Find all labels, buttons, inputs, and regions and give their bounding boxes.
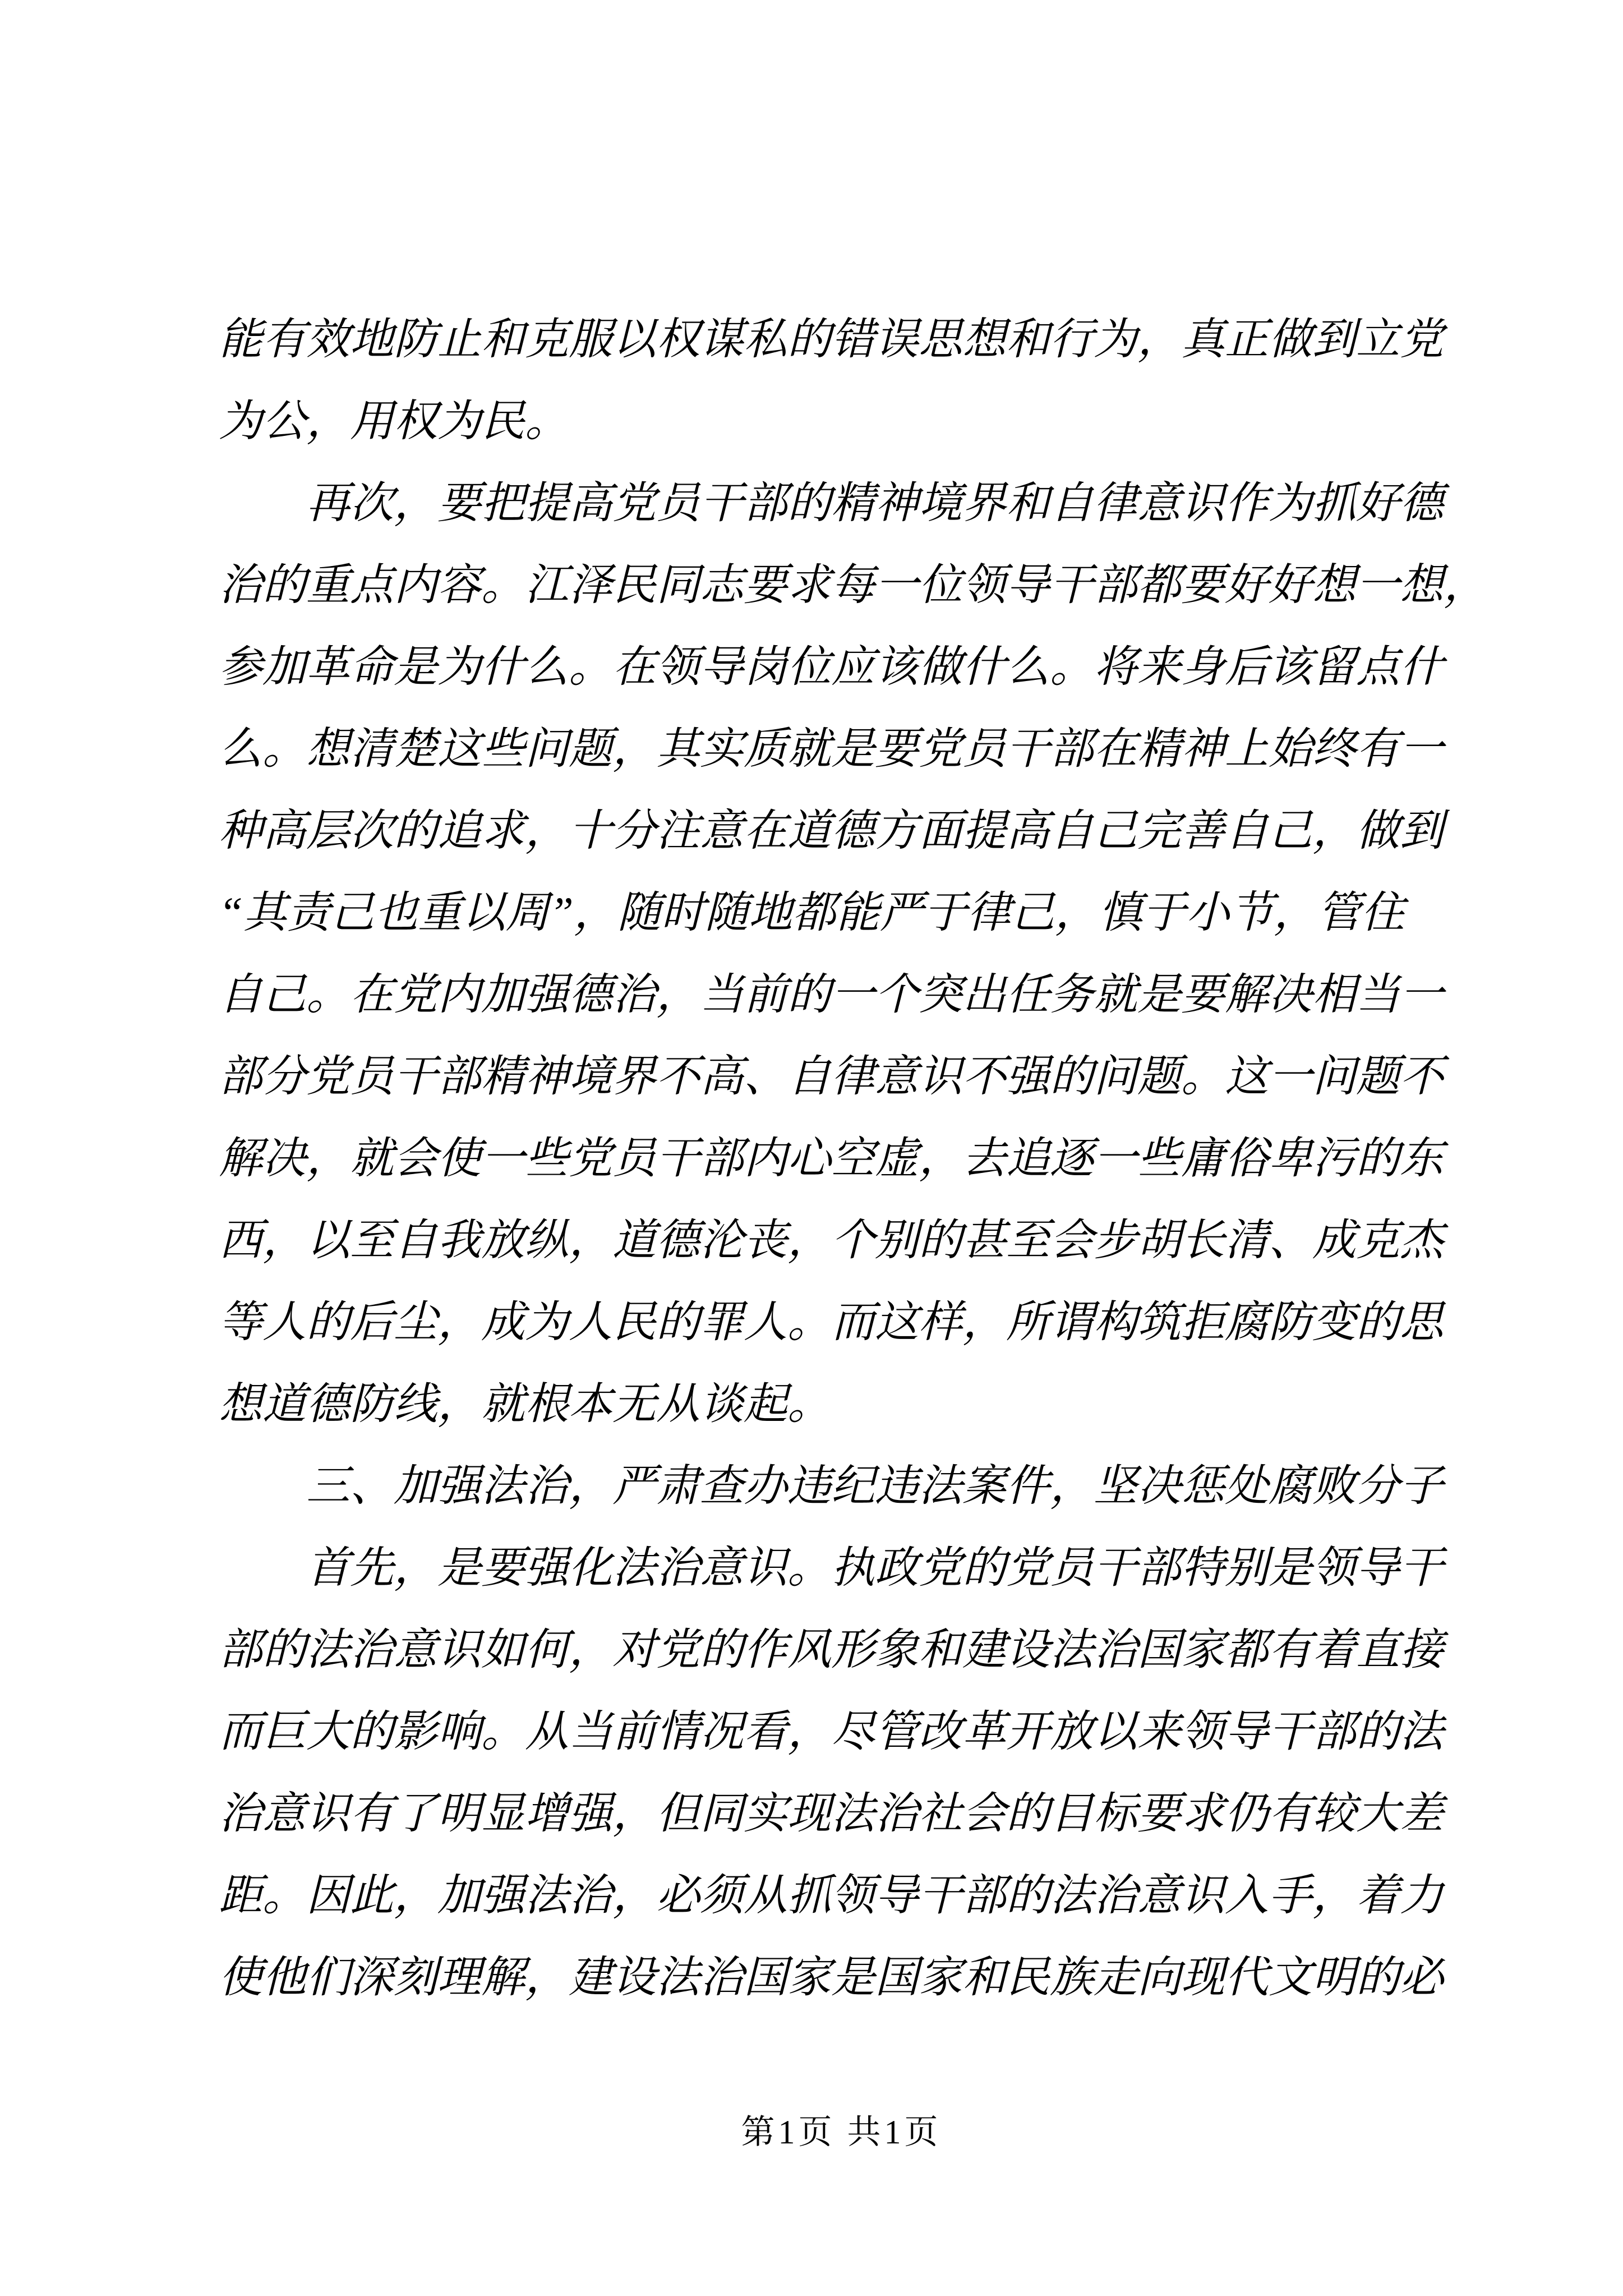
text-line: 再次，要把提高党员干部的精神境界和自律意识作为抓好德 xyxy=(219,478,1444,527)
text-line: 种高层次的追求，十分注意在道德方面提高自己完善自己，做到 xyxy=(219,806,1444,855)
text-line: 能有效地防止和克服以权谋私的错误思想和行为，真正做到立党 xyxy=(219,315,1444,364)
text-line: 为公，用权为民。 xyxy=(219,397,569,445)
text-line: 想道德防线，就根本无从谈起。 xyxy=(219,1379,832,1428)
text-line: 而巨大的影响。从当前情况看，尽管改革开放以来领导干部的法 xyxy=(219,1707,1444,1756)
text-line: 部分党员干部精神境界不高、自律意识不强的问题。这一问题不 xyxy=(219,1052,1444,1101)
text-line: 治意识有了明显增强，但同实现法治社会的目标要求仍有较大差 xyxy=(219,1789,1444,1838)
text-line: 西，以至自我放纵，道德沦丧，个别的甚至会步胡长清、成克杰 xyxy=(219,1216,1444,1264)
text-line: “其责己也重以周”，随时随地都能严于律己，慎于小节，管住 xyxy=(219,888,1405,937)
text-line: 部的法治意识如何，对党的作风形象和建设法治国家都有着直接 xyxy=(219,1625,1444,1674)
text-line: 自己。在党内加强德治，当前的一个突出任务就是要解决相当一 xyxy=(219,970,1444,1019)
text-line: 么。想清楚这些问题，其实质就是要党员干部在精神上始终有一 xyxy=(219,724,1444,773)
text-line: 距。因此，加强法治，必须从抓领导干部的法治意识入手，着力 xyxy=(219,1871,1444,1920)
text-line: 参加革命是为什么。在领导岗位应该做什么。将来身后该留点什 xyxy=(219,642,1444,691)
page-footer: 第1页 共1页 xyxy=(741,2114,942,2151)
text-line: 使他们深刻理解，建设法治国家是国家和民族走向现代文明的必 xyxy=(219,1953,1444,2001)
text-line: 治的重点内容。江泽民同志要求每一位领导干部都要好好想一想， xyxy=(219,560,1488,609)
text-line: 解决，就会使一些党员干部内心空虚，去追逐一些庸俗卑污的东 xyxy=(219,1134,1444,1182)
text-line: 首先，是要强化法治意识。执政党的党员干部特别是领导干 xyxy=(219,1543,1444,1592)
text-line: 等人的后尘，成为人民的罪人。而这样，所谓构筑拒腐防变的思 xyxy=(219,1297,1444,1346)
text-line-heading: 三、加强法治，严肃查办违纪违法案件，坚决惩处腐败分子 xyxy=(219,1461,1444,1510)
document-body xyxy=(219,298,1492,2018)
